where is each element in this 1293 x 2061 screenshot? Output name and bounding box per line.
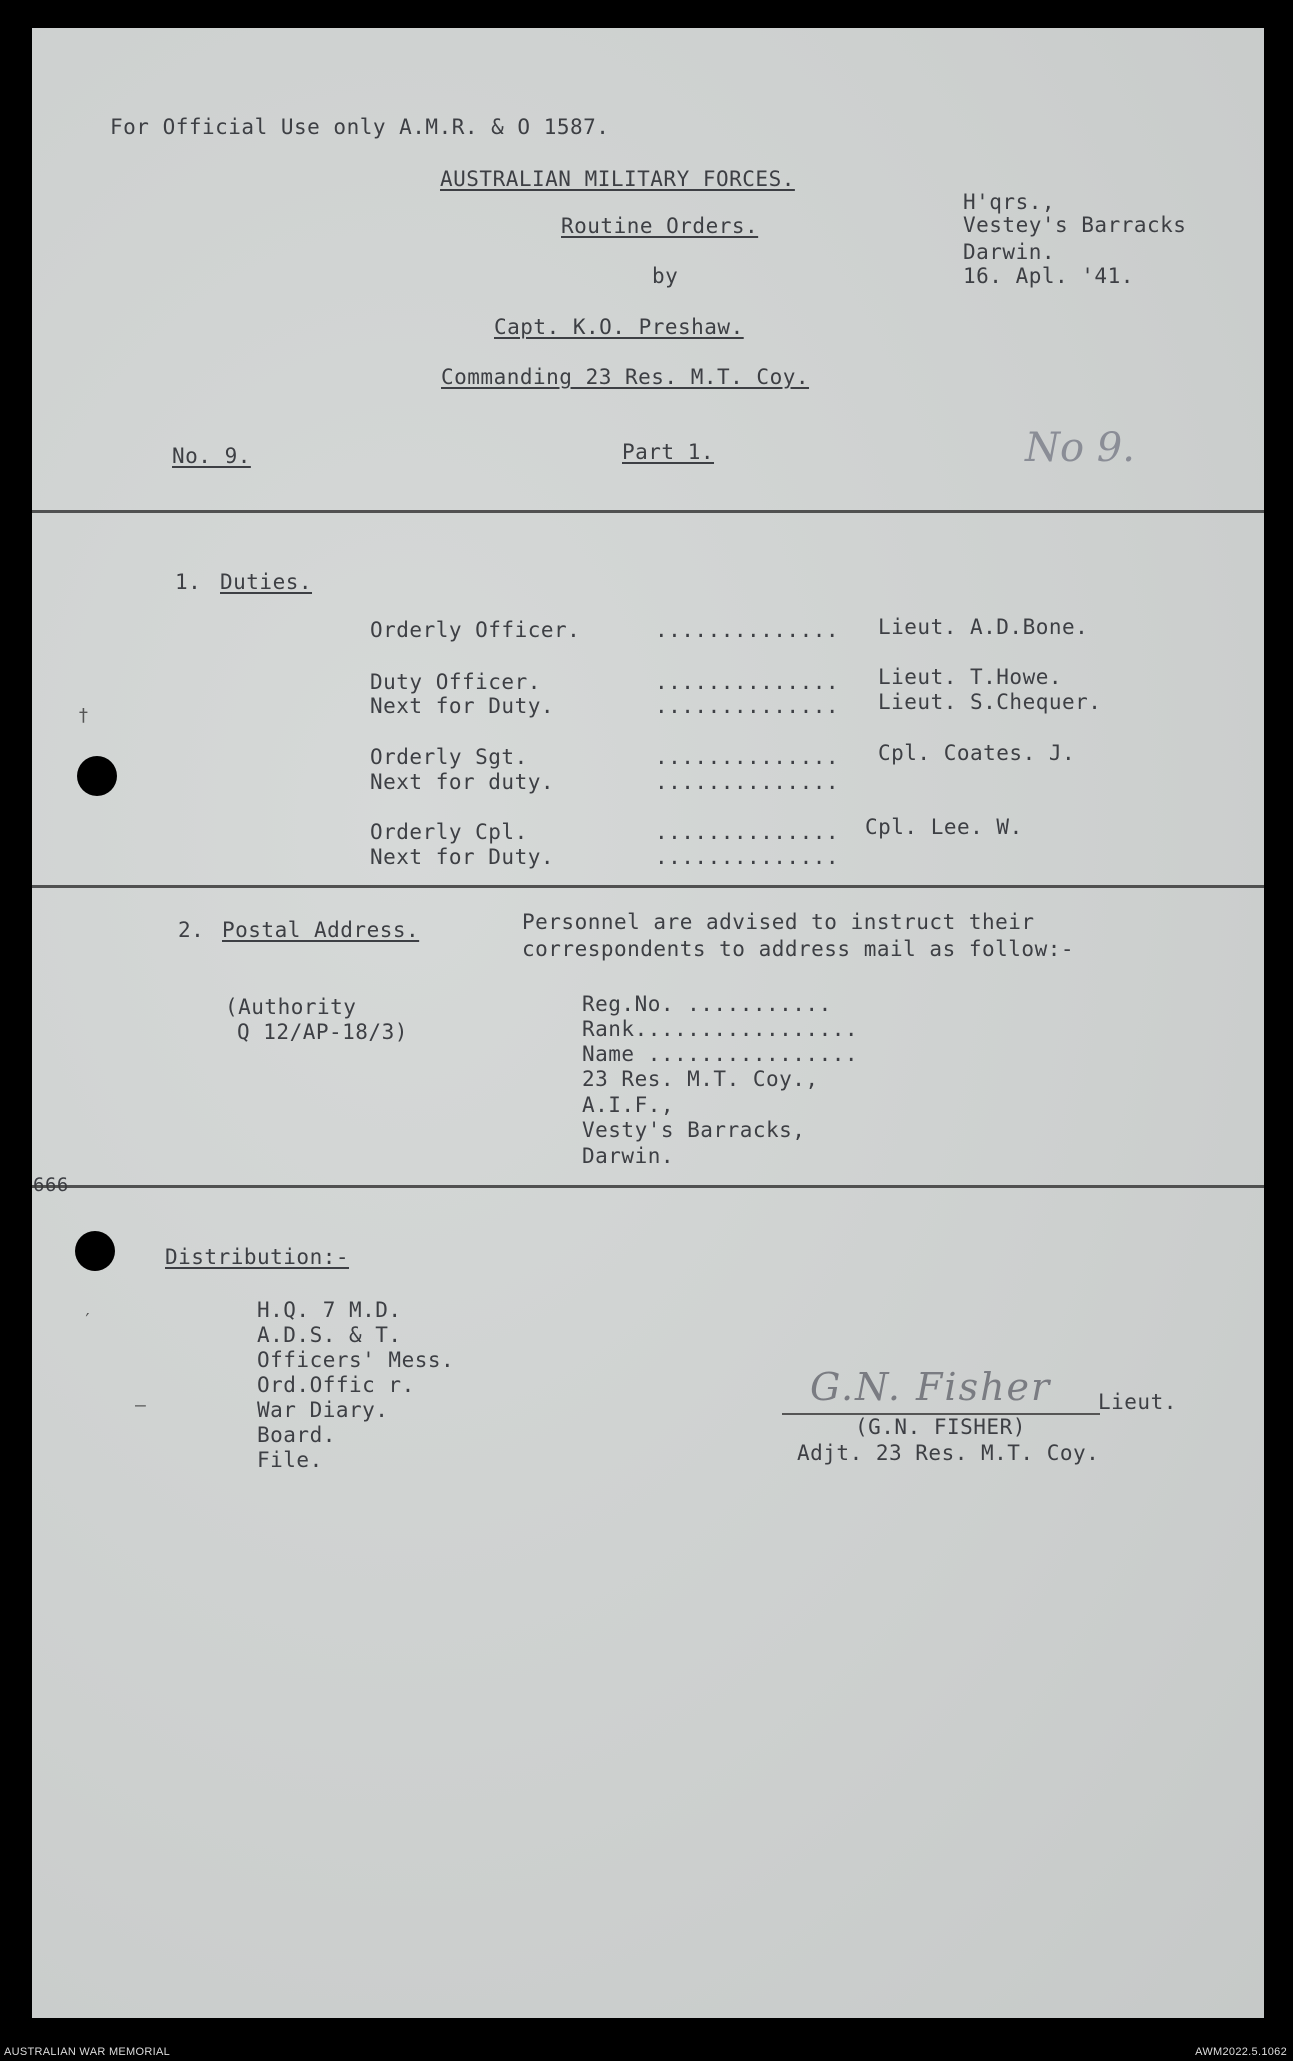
address-line: Name ................	[582, 1042, 859, 1066]
official-use-line: For Official Use only A.M.R. & O 1587.	[110, 115, 610, 139]
margin-mark: ′	[82, 1310, 93, 1331]
duties-heading: Duties.	[220, 570, 313, 594]
footer-credit: AUSTRALIAN WAR MEMORIAL	[4, 2046, 171, 2058]
duty-role: Next for Duty.	[370, 845, 555, 869]
duty-dots: ..............	[655, 618, 840, 642]
hq-date: 16. Apl. '41.	[963, 264, 1134, 288]
part-label: Part 1.	[622, 440, 715, 464]
duty-role: Duty Officer.	[370, 670, 541, 694]
duty-role: Next for Duty.	[370, 694, 555, 718]
postal-intro-line-2: correspondents to address mail as follow:-	[522, 937, 1075, 961]
distribution-item: Ord.Offic r.	[257, 1373, 415, 1397]
distribution-item: A.D.S. & T.	[257, 1323, 402, 1347]
postal-number: 2.	[178, 918, 205, 942]
duty-role: Orderly Cpl.	[370, 820, 528, 844]
duties-number: 1.	[175, 570, 202, 594]
address-line: Darwin.	[582, 1144, 675, 1168]
duty-dots: ..............	[655, 820, 840, 844]
distribution-item: File.	[257, 1448, 323, 1472]
margin-mark: †	[78, 705, 89, 726]
handwritten-order-number: No 9.	[1025, 425, 1135, 471]
duty-dots: ..............	[655, 670, 840, 694]
commanding-line: Commanding 23 Res. M.T. Coy.	[441, 365, 810, 389]
duty-dots: ..............	[655, 770, 840, 794]
punch-hole	[77, 756, 117, 796]
duty-name: Cpl. Coates. J.	[878, 741, 1076, 765]
routine-orders-title: Routine Orders.	[561, 214, 759, 238]
duty-name: Lieut. A.D.Bone.	[878, 615, 1089, 639]
duty-dots: ..............	[655, 745, 840, 769]
distribution-item: Officers' Mess.	[257, 1348, 455, 1372]
authority-line-1: (Authority	[225, 995, 357, 1019]
signature-rank: Lieut.	[1098, 1390, 1177, 1414]
punch-hole	[75, 1231, 115, 1271]
order-number: No. 9.	[172, 444, 251, 468]
duty-dots: ..............	[655, 694, 840, 718]
address-line: 23 Res. M.T. Coy.,	[582, 1067, 819, 1091]
authority-line-2: Q 12/AP-18/3)	[237, 1020, 408, 1044]
address-line: Rank.................	[582, 1017, 859, 1041]
hq-line-2: Vestey's Barracks	[963, 213, 1187, 237]
forces-title: AUSTRALIAN MILITARY FORCES.	[440, 167, 795, 191]
address-line: Vesty's Barracks,	[582, 1118, 806, 1142]
handwritten-signature: G.N. Fisher	[810, 1365, 1052, 1409]
duty-name: Lieut. T.Howe.	[878, 665, 1063, 689]
duty-name: Cpl. Lee. W.	[865, 815, 1023, 839]
postal-intro-line-1: Personnel are advised to instruct their	[522, 910, 1035, 934]
distribution-item: H.Q. 7 M.D.	[257, 1298, 402, 1322]
address-line: Reg.No. ...........	[582, 992, 832, 1016]
distribution-heading: Distribution:-	[165, 1245, 350, 1269]
divider-rule	[32, 1185, 1264, 1188]
distribution-item: Board.	[257, 1423, 336, 1447]
signatory-name: (G.N. FISHER)	[855, 1415, 1026, 1439]
duty-role: Orderly Sgt.	[370, 745, 528, 769]
signatory-title: Adjt. 23 Res. M.T. Coy.	[797, 1441, 1100, 1465]
duty-dots: ..............	[655, 845, 840, 869]
hq-line-3: Darwin.	[963, 240, 1056, 264]
footer-accession-number: AWM2022.5.1062	[1195, 2046, 1287, 2058]
margin-mark: —	[135, 1395, 146, 1416]
captain-name: Capt. K.O. Preshaw.	[494, 315, 744, 339]
duty-role: Orderly Officer.	[370, 618, 581, 642]
hq-line-1: H'qrs.,	[963, 190, 1056, 214]
address-line: A.I.F.,	[582, 1093, 675, 1117]
by-label: by	[652, 264, 679, 288]
postal-heading: Postal Address.	[222, 918, 420, 942]
distribution-item: War Diary.	[257, 1398, 389, 1422]
divider-rule	[32, 885, 1264, 888]
duty-role: Next for duty.	[370, 770, 555, 794]
duty-name: Lieut. S.Chequer.	[878, 690, 1102, 714]
divider-rule	[32, 510, 1264, 513]
